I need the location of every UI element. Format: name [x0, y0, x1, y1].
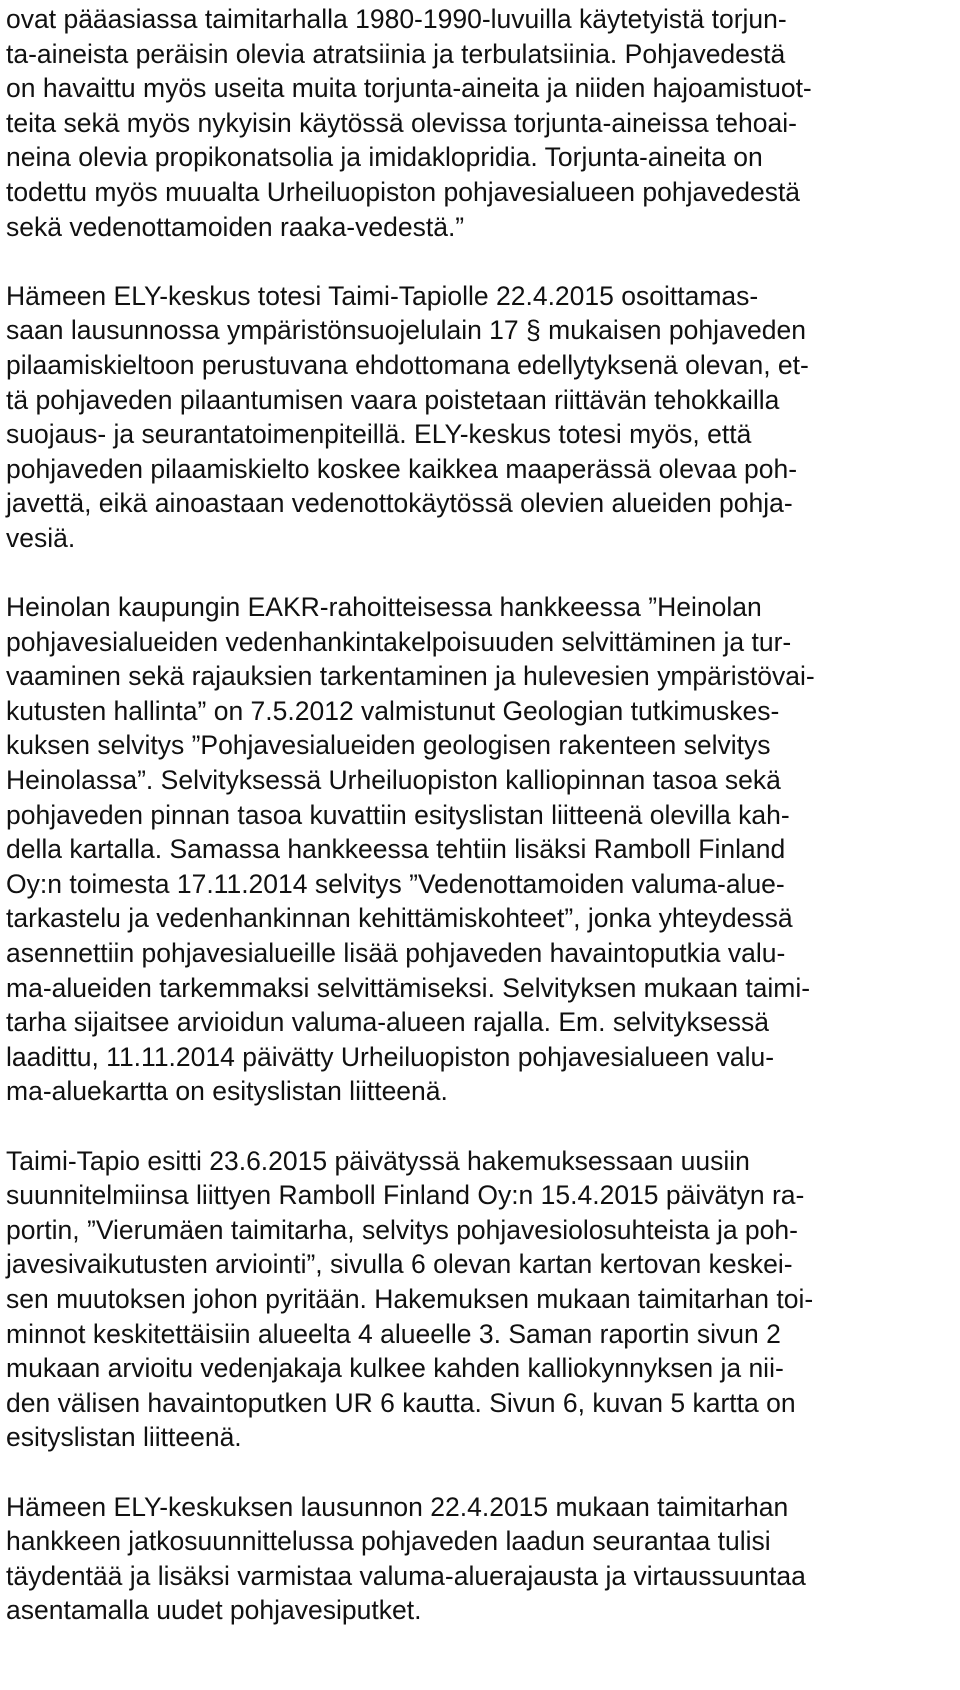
text-line: Heinolan kaupungin EAKR-rahoitteisessa hankkeessa ”Heinolan: [6, 592, 762, 623]
paragraph: [6, 1144, 956, 1455]
text-line: minnot keskitettäisiin alueelta 4 alueelle 3. Saman raportin sivun 2: [6, 1318, 781, 1349]
text-line: Taimi-Tapio esitti 23.6.2015 päivätyssä hakemuksessaan uusiin: [6, 1145, 750, 1176]
text-line: Hämeen ELY-keskus totesi Taimi-Tapiolle 22.4.2015 osoittamas-: [6, 280, 759, 311]
text-line: ovat pääasiassa taimitarhalla 1980-1990-luvuilla käytetyistä torjun-: [6, 4, 787, 34]
text-line: esityslistan liitteenä.: [6, 1422, 242, 1453]
document-page: [6, 2, 956, 1628]
text-line: kutusten hallinta” on 7.5.2012 valmistunut Geologian tutkimuskes-: [6, 695, 780, 726]
text-line: todettu myös muualta Urheiluopiston pohjavesialueen pohjavedestä: [6, 176, 801, 207]
paragraph-gap: [6, 556, 956, 591]
text-line: pohjavesialueiden vedenhankintakelpoisuuden selvittäminen ja tur-: [6, 626, 792, 657]
text-line: den välisen havaintoputken UR 6 kautta. Sivun 6, kuvan 5 kartta on: [6, 1387, 796, 1418]
text-line: Oy:n toimesta 17.11.2014 selvitys ”Vedenottamoiden valuma-alue-: [6, 868, 785, 899]
paragraph-gap: [6, 244, 956, 279]
paragraph-gap: [6, 1109, 956, 1144]
text-line: hankkeen jatkosuunnittelussa pohjaveden laadun seurantaa tulisi: [6, 1526, 771, 1557]
paragraph: [6, 2, 956, 244]
text-line: täydentää ja lisäksi varmistaa valuma-aluerajausta ja virtaussuuntaa: [6, 1560, 806, 1591]
text-line: kuksen selvitys ”Pohjavesialueiden geologisen rakenteen selvitys: [6, 730, 771, 761]
paragraph: [6, 1490, 956, 1628]
text-line: tarha sijaitsee arvioidun valuma-alueen rajalla. Em. selvityksessä: [6, 1007, 769, 1038]
text-line: sekä vedenottamoiden raaka-vedestä.”: [6, 211, 465, 242]
text-line: tarkastelu ja vedenhankinnan kehittämiskohteet”, jonka yhteydessä: [6, 903, 793, 934]
text-line: sen muutoksen johon pyritään. Hakemuksen mukaan taimitarhan toi-: [6, 1283, 814, 1314]
text-line: tä pohjaveden pilaantumisen vaara poistetaan riittävän tehokkailla: [6, 384, 780, 415]
text-line: pilaamiskieltoon perustuvana ehdottomana edellytyksenä olevan, et-: [6, 349, 809, 380]
paragraph: [6, 590, 956, 1109]
text-line: saan lausunnossa ympäristönsuojelulain 17 § mukaisen pohjaveden: [6, 315, 806, 346]
text-line: asennettiin pohjavesialueille lisää pohjaveden havaintoputkia valu-: [6, 938, 786, 969]
text-line: vaaminen sekä rajauksien tarkentaminen ja hulevesien ympäristövai-: [6, 661, 815, 692]
text-line: ta-aineista peräisin olevia atratsiinia ja terbulatsiinia. Pohjavedestä: [6, 38, 786, 69]
paragraph: [6, 279, 956, 556]
text-line: javettä, eikä ainoastaan vedenottokäytössä olevien alueiden pohja-: [6, 488, 793, 519]
text-line: ma-aluekartta on esityslistan liitteenä.: [6, 1076, 448, 1107]
text-line: della kartalla. Samassa hankkeessa tehtiin lisäksi Ramboll Finland: [6, 834, 786, 865]
text-line: on havaittu myös useita muita torjunta-aineita ja niiden hajoamistuot-: [6, 73, 812, 104]
text-line: teita sekä myös nykyisin käytössä olevissa torjunta-aineissa tehoai-: [6, 107, 797, 138]
text-line: neina olevia propikonatsolia ja imidaklopridia. Torjunta-aineita on: [6, 142, 763, 173]
text-line: javesivaikutusten arviointi”, sivulla 6 olevan kartan kertovan keskei-: [6, 1249, 793, 1280]
text-line: laadittu, 11.11.2014 päivätty Urheiluopiston pohjavesialueen valu-: [6, 1041, 775, 1072]
text-line: Hämeen ELY-keskuksen lausunnon 22.4.2015 mukaan taimitarhan: [6, 1491, 789, 1522]
text-line: vesiä.: [6, 522, 76, 553]
text-line: Heinolassa”. Selvityksessä Urheiluopiston kalliopinnan tasoa sekä: [6, 765, 781, 796]
paragraph-gap: [6, 1455, 956, 1490]
text-line: asentamalla uudet pohjavesiputket.: [6, 1595, 422, 1626]
text-line: pohjaveden pinnan tasoa kuvattiin esityslistan liitteenä olevilla kah-: [6, 799, 790, 830]
text-line: portin, ”Vierumäen taimitarha, selvitys pohjavesiolosuhteista ja poh-: [6, 1214, 798, 1245]
text-line: pohjaveden pilaamiskielto koskee kaikkea maaperässä olevaa poh-: [6, 453, 798, 484]
text-line: ma-alueiden tarkemmaksi selvittämiseksi. Selvityksen mukaan taimi-: [6, 972, 811, 1003]
text-line: suunnitelmiinsa liittyen Ramboll Finland Oy:n 15.4.2015 päivätyn ra-: [6, 1180, 805, 1211]
text-line: suojaus- ja seurantatoimenpiteillä. ELY-keskus totesi myös, että: [6, 419, 752, 450]
text-line: mukaan arvioitu vedenjakaja kulkee kahden kalliokynnyksen ja nii-: [6, 1353, 784, 1384]
